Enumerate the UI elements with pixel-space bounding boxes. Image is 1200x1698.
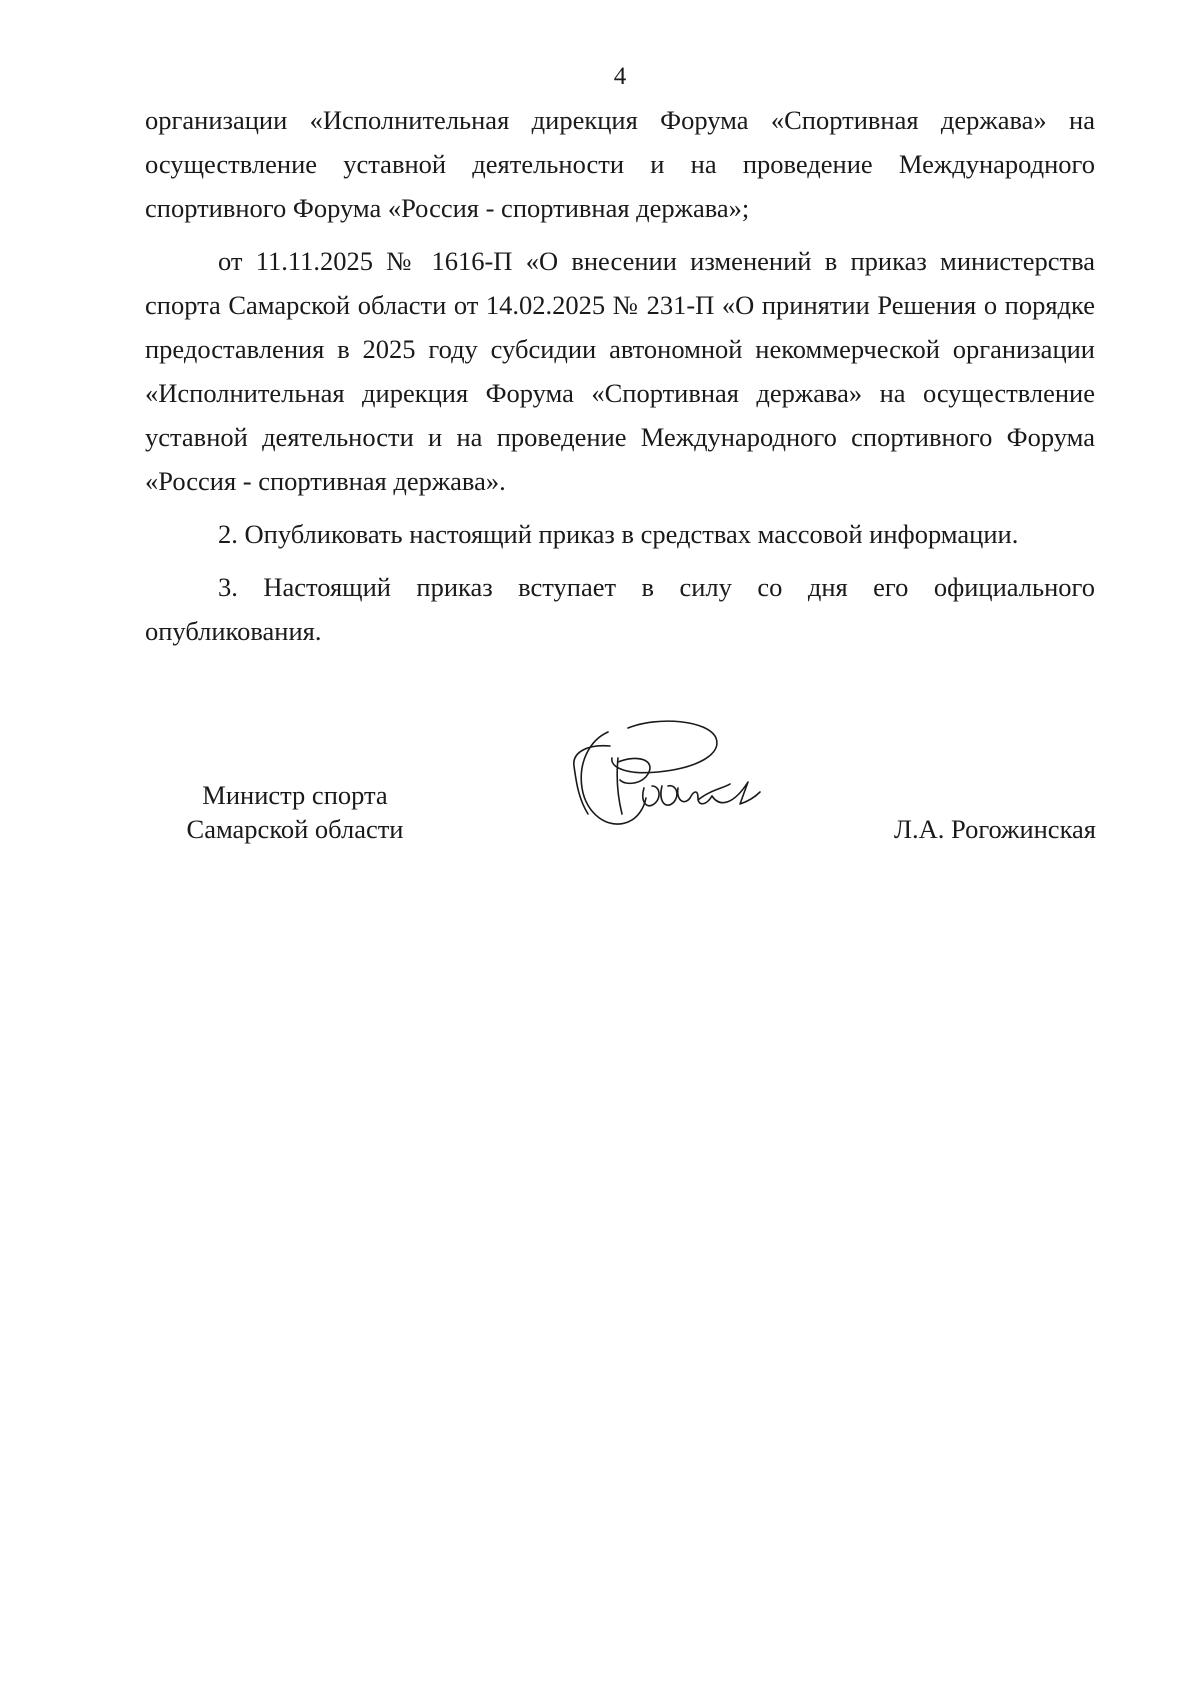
position-line-1: Министр спорта [202,780,388,810]
handwritten-signature-icon [548,718,768,848]
page-number: 4 [613,63,627,90]
paragraph-item-3: 3. Настоящий приказ вступает в силу со дня его официального опубликования. [145,572,1095,646]
paragraph-item-2: 2. Опубликовать настоящий приказ в средствах массовой информации. [218,519,1019,549]
paragraph-continuation: организации «Исполнительная дирекция Форума «Спортивная держава» на осуществление уставной деятельности и на проведение Международного спортивного Форума «Россия - спортивная держава»; [145,105,1095,223]
document-body [145,98,1095,662]
paragraph-order-reference: от 11.11.2025 № 1616-П «О внесении изменений в приказ министерства спорта Самарской области от 14.02.2025 № 231-П «О принятии Решения о порядке предоставления в 2025 году субсидии автономной некоммерческой организации «Исполнительная дирекция Форума «Спортивная держава» на осуществление уставной деятельности и на проведение Международного спортивного Форума «Россия - спортивная держава». [145,246,1095,496]
signatory-position [150,778,440,846]
signatory-name: Л.А. Рогожинская [894,814,1096,844]
position-line-2: Самарской области [186,814,404,844]
